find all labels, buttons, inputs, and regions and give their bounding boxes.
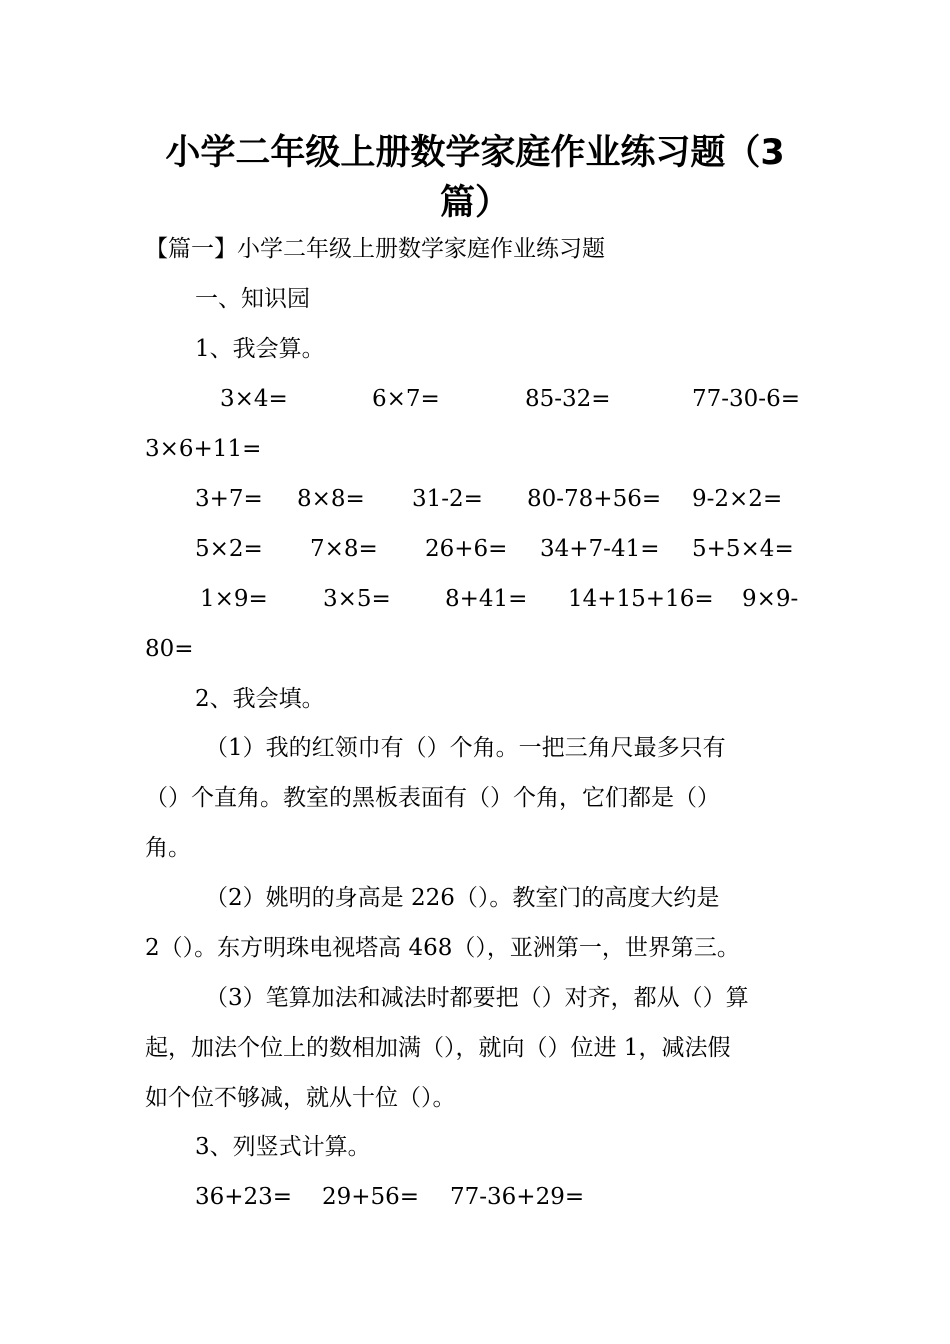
equation: 77-30-6= [692, 386, 800, 412]
equation: 3×5= [323, 586, 391, 612]
equation: 3×6+11= [145, 436, 262, 462]
q2-item2-line2: 2（）。东方明珠电视塔高 468（），亚洲第一，世界第三。 [145, 935, 740, 961]
q2-item1-line1: （1）我的红领巾有（）个角。一把三角尺最多只有 [205, 735, 726, 761]
equation: 26+6= [425, 536, 508, 562]
q2-item2-line1: （2）姚明的身高是 226（）。教室门的高度大约是 [205, 885, 720, 911]
title-line-1: 小学二年级上册数学家庭作业练习题（3 [165, 133, 785, 173]
equation: 6×7= [372, 386, 440, 412]
document-title [145, 128, 805, 228]
q1-row-3 [0, 534, 950, 564]
equation: 3+7= [195, 486, 263, 512]
q2-item3-line1: （3）笔算加法和减法时都要把（）对齐，都从（）算 [205, 985, 749, 1011]
q2-item1-line2: （）个直角。教室的黑板表面有（）个角，它们都是（） [145, 785, 720, 811]
title-line-2: 篇） [439, 183, 510, 223]
equation: 5×2= [195, 536, 263, 562]
section-heading: 【篇一】小学二年级上册数学家庭作业练习题 [145, 236, 605, 262]
equation: 31-2= [412, 486, 483, 512]
q3-heading: 3、列竖式计算。 [195, 1134, 371, 1160]
equation: 36+23= [195, 1184, 293, 1210]
q1-row-1 [0, 384, 950, 414]
q1-row-1-cont [0, 434, 950, 464]
q1-row-4-cont [0, 634, 950, 664]
q2-heading: 2、我会填。 [195, 686, 325, 712]
equation: 34+7-41= [540, 536, 660, 562]
equation: 9×9- [742, 586, 799, 612]
q2-item1-line3: 角。 [145, 835, 191, 861]
equation: 80-78+56= [527, 486, 662, 512]
q2-item3-line3: 如个位不够减，就从十位（）。 [145, 1085, 456, 1111]
equation: 9-2×2= [692, 486, 783, 512]
equation: 8+41= [445, 586, 528, 612]
equation: 80= [145, 636, 194, 662]
q3-row [0, 1182, 950, 1212]
equation: 85-32= [525, 386, 611, 412]
equation: 7×8= [310, 536, 378, 562]
equation: 3×4= [220, 386, 288, 412]
equation: 8×8= [297, 486, 365, 512]
part1-heading: 一、知识园 [195, 286, 310, 312]
q1-row-2 [0, 484, 950, 514]
equation: 14+15+16= [568, 586, 714, 612]
equation: 77-36+29= [450, 1184, 585, 1210]
equation: 5+5×4= [692, 536, 794, 562]
equation: 29+56= [322, 1184, 420, 1210]
equation: 1×9= [200, 586, 268, 612]
q1-heading: 1、我会算。 [195, 336, 325, 362]
q2-item3-line2: 起，加法个位上的数相加满（），就向（）位进 1，减法假 [145, 1035, 731, 1061]
q1-row-4 [0, 584, 950, 614]
